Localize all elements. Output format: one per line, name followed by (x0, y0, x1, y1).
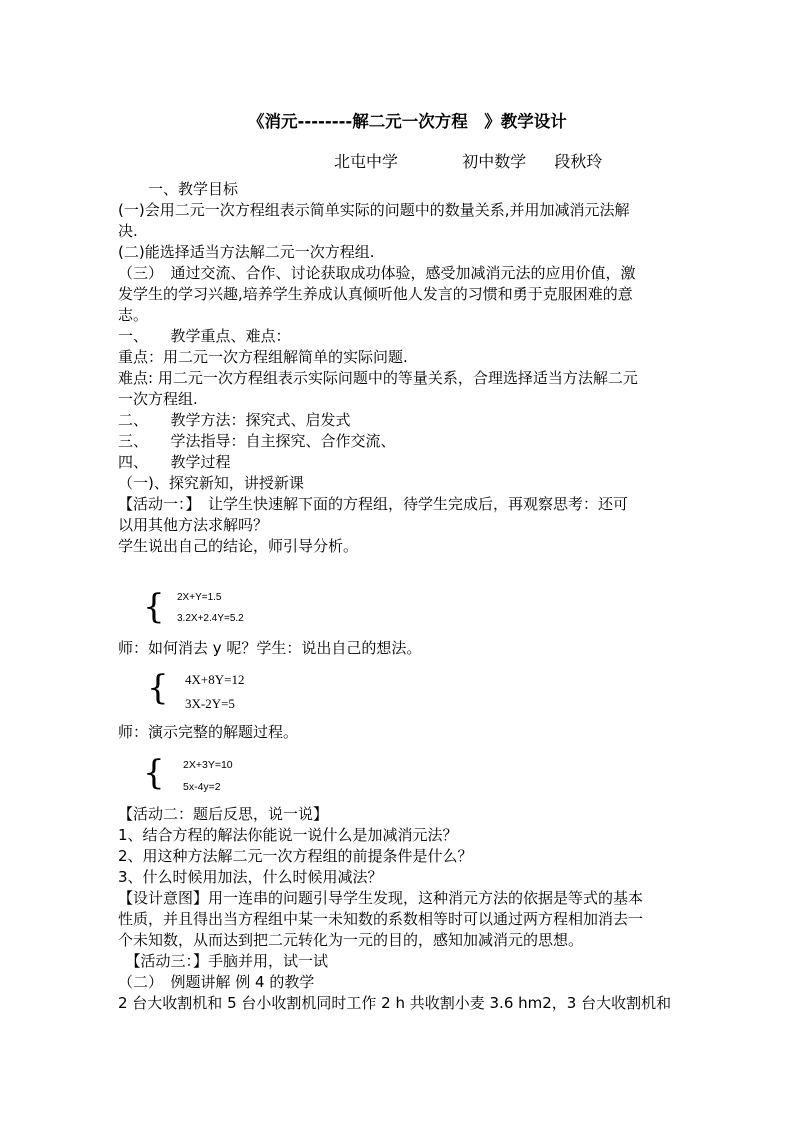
text-line: 一、教学目标 (118, 180, 239, 198)
equation: 4X+8Y=12 (185, 672, 245, 687)
left-brace: { (147, 668, 169, 708)
teacher-name: 段秋玲 (554, 152, 603, 171)
text-line: 【活动二：题后反思，说一说】 (118, 805, 329, 823)
text-line: 3、什么时候用加法，什么时候用减法？ (118, 868, 383, 886)
text-line: （三） 通过交流、合作、讨论获取成功体验，感受加减消元法的应用价值，激 (118, 264, 636, 282)
text-line: 【活动三：】手脑并用，试一试 (118, 952, 329, 970)
text-line: 三、 学法指导：自主探究、合作交流、 (118, 432, 396, 450)
text-line: 难点: 用二元一次方程组表示实际问题中的等量关系，合理选择适当方法解二元 (118, 369, 638, 387)
text-line: 2 台大收割机和 5 台小收割机同时工作 2 h 共收割小麦 3.6 hm2，3 台大收割机和 (118, 994, 672, 1012)
text-line: 师：如何消去 y 呢？学生：说出自己的想法。 (118, 639, 422, 657)
text-line: 师：演示完整的解题过程。 (118, 723, 299, 741)
text-line: (一)会用二元一次方程组表示简单实际的问题中的数量关系,并用加减消元法解 (118, 201, 630, 219)
left-brace: { (143, 753, 165, 793)
equation: 5x-4y=2 (183, 781, 221, 793)
text-line: 【设计意图】用一连串的问题引导学生发现，这种消元方法的依据是等式的基本 (118, 889, 644, 907)
text-line: (二)能选择适当方法解二元一次方程组. (118, 243, 375, 261)
equation: 3.2X+2.4Y=5.2 (177, 613, 244, 624)
subject-name: 初中数学 (462, 152, 527, 171)
text-line: （一)、探究新知，讲授新课 (118, 474, 304, 492)
text-line: 【活动一：】 让学生快速解下面的方程组，待学生完成后，再观察思考：还可 (118, 495, 629, 513)
equation: 3X-2Y=5 (185, 696, 235, 711)
text-line: 一次方程组. (118, 390, 198, 408)
text-line: 1、结合方程的解法你能说一说什么是加减消元法？ (118, 826, 458, 844)
equation: 2X+3Y=10 (183, 759, 233, 771)
school-name: 北屯中学 (334, 152, 399, 171)
document-title: 《消元--------解二元一次方程 》教学设计 (248, 112, 567, 131)
equation: 2X+Y=1.5 (177, 592, 222, 603)
text-line: 重点：用二元一次方程组解简单的实际问题. (118, 348, 408, 366)
text-line: 四、 教学过程 (118, 453, 231, 471)
text-line: 学生说出自己的结论，师引导分析。 (118, 537, 359, 555)
text-line: 志。 (118, 306, 149, 324)
text-line: 决. (118, 222, 138, 240)
text-line: 二、 教学方法：探究式、启发式 (118, 411, 351, 429)
text-line: 2、用这种方法解二元一次方程组的前提条件是什么？ (118, 847, 473, 865)
text-line: 性质，并且得出当方程组中某一未知数的系数相等时可以通过两方程相加消去一 (118, 910, 644, 928)
text-line: （二） 例题讲解 例 4 的教学 (118, 973, 315, 991)
author-line (334, 149, 602, 172)
text-line: 发学生的学习兴趣,培养学生养成认真倾听他人发言的习惯和勇于克服困难的意 (118, 285, 633, 303)
text-line: 个未知数，从而达到把二元转化为一元的目的，感知加减消元的思想。 (118, 931, 584, 949)
text-line: 一、 教学重点、难点： (118, 327, 291, 345)
left-brace: { (143, 587, 165, 627)
text-line: 以用其他方法求解吗？ (118, 516, 269, 534)
